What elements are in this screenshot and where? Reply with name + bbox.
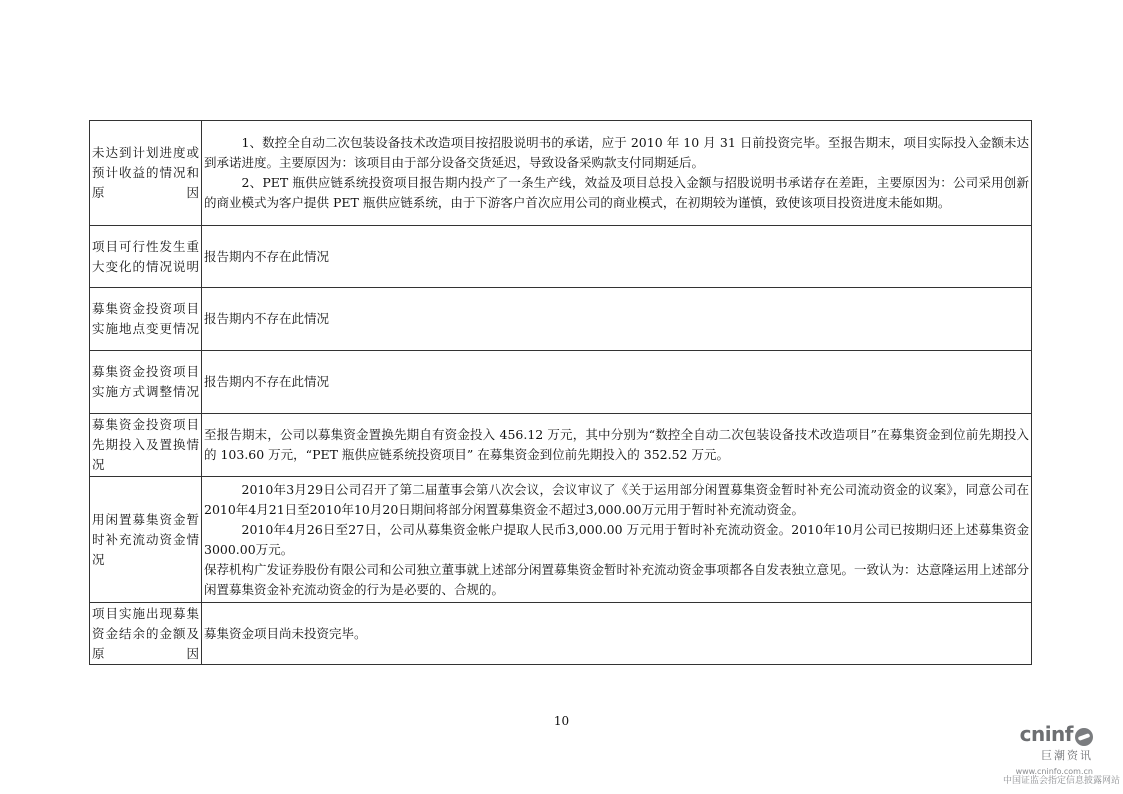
row-label: 募集资金投资项目实施方式调整情况 xyxy=(90,351,202,414)
content-paragraph: 1、数控全自动二次包装设备技术改造项目按招股说明书的承诺，应于 2010 年 10 月 31 日前投资完毕。至报告期末，项目实际投入金额未达到承诺进度。主要原因为：该项目由于部分设备交货延迟，导致设备采购款支付同期延后。 xyxy=(204,135,1029,170)
table-row xyxy=(90,477,1032,603)
row-label: 未达到计划进度或预计收益的情况和原因 xyxy=(90,121,202,226)
table-row xyxy=(90,414,1032,477)
row-label: 募集资金投资项目实施地点变更情况 xyxy=(90,288,202,351)
cninf-swoosh-icon xyxy=(1075,728,1093,746)
row-label: 项目可行性发生重大变化的情况说明 xyxy=(90,226,202,288)
content-paragraph: 报告期内不存在此情况 xyxy=(204,248,330,264)
table-row xyxy=(90,226,1032,288)
fund-usage-table xyxy=(89,120,1032,665)
logo-tagline: 中国证监会指定信息披露网站 xyxy=(1002,776,1120,786)
row-content xyxy=(202,226,1032,288)
logo-brand-text: cninf xyxy=(1019,722,1073,746)
table-row xyxy=(90,351,1032,414)
row-label: 项目实施出现募集资金结余的金额及原因 xyxy=(90,603,202,665)
cninfo-watermark-logo xyxy=(983,722,1093,776)
content-paragraph: 2010年3月29日公司召开了第二届董事会第八次会议，会议审议了《关于运用部分闲置募集资金暂时补充公司流动资金的议案》，同意公司在2010年4月21日至2010年10月20日期间将部分闲置募集资金不超过3,000.00万元用于暂时补充流动资金。 xyxy=(204,481,1029,517)
table-row xyxy=(90,603,1032,665)
row-content xyxy=(202,121,1032,226)
table-row xyxy=(90,288,1032,351)
content-paragraph: 保荐机构广发证券股份有限公司和公司独立董事就上述部分闲置募集资金暂时补充流动资金事项都各自发表独立意见。一致认为：达意隆运用上述部分闲置募集资金补充流动资金的行为是必要的、合规的。 xyxy=(204,561,1030,597)
row-content xyxy=(202,603,1032,665)
row-content xyxy=(202,477,1032,603)
row-content xyxy=(202,288,1032,351)
logo-brand-cn: 巨潮资讯 xyxy=(1041,749,1093,762)
content-paragraph: 至报告期末，公司以募集资金置换先期自有资金投入 456.12 万元，其中分别为“数控全自动二次包装设备技术改造项目”在募集资金到位前先期投入的 103.60 万元，“PET 瓶供应链系统投资项目” 在募集资金到位前先期投入的 352.52 万元。 xyxy=(204,427,1029,462)
row-content xyxy=(202,351,1032,414)
row-content xyxy=(202,414,1032,477)
table-row xyxy=(90,121,1032,226)
content-paragraph: 2010年4月26日至27日，公司从募集资金帐户提取人民币3,000.00 万元用于暂时补充流动资金。2010年10月公司已按期归还上述募集资金3000.00万元。 xyxy=(204,521,1029,557)
logo-url: www.cninfo.com.cn xyxy=(1015,767,1093,776)
page-number: 10 xyxy=(553,714,570,728)
row-label: 用闲置募集资金暂时补充流动资金情况 xyxy=(90,477,202,603)
content-paragraph: 报告期内不存在此情况 xyxy=(204,374,330,389)
content-paragraph: 2、PET 瓶供应链系统投资项目报告期内投产了一条生产线，效益及项目总投入金额与招股说明书承诺存在差距，主要原因为：公司采用创新的商业模式为客户提供 PET 瓶供应链系统，由于下游客户首次应用公司的商业模式，在初期较为谨慎，致使该项目投资进度未能如期。 xyxy=(204,175,1029,210)
content-paragraph: 募集资金项目尚未投资完毕。 xyxy=(204,625,367,641)
content-paragraph: 报告期内不存在此情况 xyxy=(204,311,330,326)
row-label: 募集资金投资项目先期投入及置换情况 xyxy=(90,414,202,477)
